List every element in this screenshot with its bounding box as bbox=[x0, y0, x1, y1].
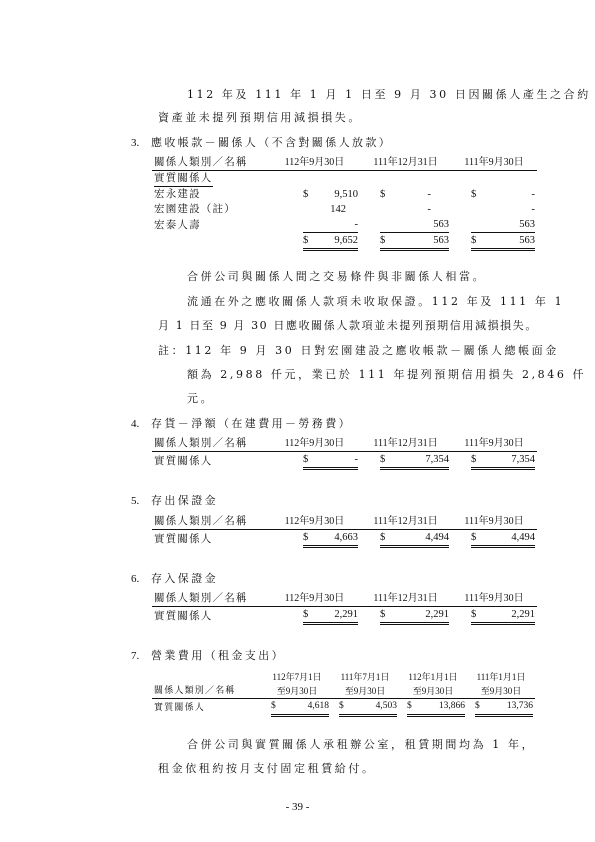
total-amount: 563 bbox=[433, 235, 449, 246]
amount: 142 bbox=[330, 204, 346, 215]
table-row: 實質關係人 $ 4,663 $ 4,494 $ 4,494 bbox=[152, 530, 537, 549]
column-header: 111年9月30日 bbox=[451, 155, 537, 171]
section-title: 存出保證金 bbox=[151, 494, 218, 507]
column-header: 112年9月30日 bbox=[269, 514, 360, 530]
amount: - bbox=[531, 204, 535, 215]
section-number: 3. bbox=[131, 137, 140, 149]
note-paragraph-2a: 流通在外之應收關係人款項未收取保證。112 年及 111 年 1 bbox=[187, 295, 565, 308]
intro-line-2: 資產並未提列預期信用減損損失。 bbox=[158, 111, 362, 124]
amount: 7,354 bbox=[425, 454, 449, 465]
amount: - bbox=[531, 189, 535, 200]
row-label: 實質關係人 bbox=[154, 609, 213, 622]
column-header: 至9月30日 bbox=[399, 685, 467, 699]
table-row: 實質關係人 $ 2,291 $ 2,291 $ 2,291 bbox=[152, 607, 537, 626]
column-header: 111年9月30日 bbox=[451, 436, 537, 452]
column-header: 112年9月30日 bbox=[269, 591, 360, 607]
currency-symbol: $ bbox=[380, 189, 386, 200]
amount: - bbox=[354, 219, 358, 230]
amount: 13,866 bbox=[438, 701, 465, 711]
amount: 7,354 bbox=[511, 454, 535, 465]
section-title: 營業費用（租金支出） bbox=[151, 649, 285, 662]
table-row: 實質關係人 $ 4,618 $ 4,503 $ 13,866 $ 13,736 bbox=[152, 699, 535, 718]
footnote-line-3: 元。 bbox=[187, 392, 215, 405]
section-3-heading bbox=[131, 134, 392, 150]
currency-symbol: $ bbox=[380, 235, 386, 246]
table-row bbox=[152, 187, 537, 202]
page-number: - 39 - bbox=[285, 801, 310, 813]
column-header: 111年12月31日 bbox=[360, 514, 451, 530]
section-title: 存貨－淨額（在建費用－勞務費） bbox=[151, 417, 352, 430]
column-header: 111年12月31日 bbox=[360, 436, 451, 452]
row-label: 宏園建設（註） bbox=[154, 203, 236, 215]
section-4-heading: 4. 存貨－淨額（在建費用－勞務費） bbox=[131, 417, 352, 430]
rent-expense-table bbox=[152, 670, 535, 717]
footnote-line-1: 註：112 年 9 月 30 日對宏園建設之應收帳款－關係人總帳面金 bbox=[158, 344, 559, 357]
column-header: 112年9月30日 bbox=[269, 155, 360, 171]
amount: 4,618 bbox=[307, 701, 329, 711]
column-header: 111年12月31日 bbox=[360, 591, 451, 607]
amount: 4,494 bbox=[425, 532, 449, 543]
amount: 13,736 bbox=[506, 701, 533, 711]
section-6-heading: 6. 存入保證金 bbox=[131, 572, 218, 585]
column-header: 至9月30日 bbox=[263, 685, 331, 699]
closing-line-1: 合併公司與實質關係人承租辦公室，租賃期間均為 1 年， bbox=[187, 738, 536, 751]
amount: 4,663 bbox=[334, 532, 358, 543]
column-header: 111年9月30日 bbox=[451, 591, 537, 607]
column-header: 111年1月1日 bbox=[476, 672, 526, 682]
amount: 2,291 bbox=[511, 609, 535, 620]
row-label: 宏泰人壽 bbox=[154, 218, 201, 231]
currency-symbol: $ bbox=[303, 235, 309, 246]
header-label: 關係人類別／名稱 bbox=[152, 591, 269, 607]
row-label: 實質關係人 bbox=[154, 702, 206, 713]
column-header: 111年7月1日 bbox=[340, 672, 390, 682]
deposits-out-table bbox=[152, 514, 537, 548]
column-header: 111年9月30日 bbox=[451, 514, 537, 530]
column-header: 112年7月1日 bbox=[272, 672, 322, 682]
amount: 4,503 bbox=[375, 701, 397, 711]
amount: 9,510 bbox=[334, 189, 358, 200]
intro-line-1: 112 年及 111 年 1 月 1 日至 9 月 30 日因關係人產生之合約 bbox=[187, 88, 591, 101]
column-header: 111年12月31日 bbox=[360, 155, 451, 171]
amount: 2,291 bbox=[425, 609, 449, 620]
table-row bbox=[152, 202, 537, 217]
amount: - bbox=[354, 454, 358, 465]
table-row: 實質關係人 $ - $ 7,354 $ 7,354 bbox=[152, 452, 537, 471]
currency-symbol: $ bbox=[471, 189, 477, 200]
column-header: 至9月30日 bbox=[467, 685, 535, 699]
header-label: 關係人類別／名稱 bbox=[152, 155, 269, 171]
receivables-table bbox=[152, 155, 537, 251]
column-header: 112年1月1日 bbox=[408, 672, 458, 682]
column-header: 至9月30日 bbox=[331, 685, 399, 699]
group-label: 實質關係人 bbox=[152, 171, 269, 188]
amount: 563 bbox=[433, 219, 449, 230]
note-paragraph-2b: 月 1 日至 9 月 30 日應收關係人款項並未提列預期信用減損損失。 bbox=[158, 319, 538, 332]
closing-line-2: 租金依租約按月支付固定租賃給付。 bbox=[158, 762, 376, 775]
currency-symbol: $ bbox=[471, 235, 477, 246]
deposits-in-table bbox=[152, 591, 537, 625]
footnote-line-2: 額為 2,988 仟元，業已於 111 年提列預期信用損失 2,846 仟 bbox=[187, 368, 587, 381]
section-7-heading: 7. 營業費用（租金支出） bbox=[131, 649, 285, 662]
amount: 2,291 bbox=[334, 609, 358, 620]
row-label: 實質關係人 bbox=[154, 454, 213, 467]
table-row bbox=[152, 217, 537, 233]
column-header: 112年9月30日 bbox=[269, 436, 360, 452]
header-label: 關係人類別／名稱 bbox=[152, 436, 269, 452]
header-label: 關係人類別／名稱 bbox=[152, 685, 263, 699]
amount: - bbox=[427, 204, 431, 215]
note-paragraph-1: 合併公司與關係人間之交易條件與非關係人相當。 bbox=[187, 270, 487, 283]
section-title: 存入保證金 bbox=[151, 572, 218, 585]
currency-symbol: $ bbox=[303, 189, 309, 200]
section-title: 應收帳款－關係人（不含對關係人放款） bbox=[151, 136, 393, 149]
total-amount: 563 bbox=[519, 235, 535, 246]
amount: - bbox=[427, 189, 431, 200]
total-row bbox=[152, 233, 537, 251]
amount: 563 bbox=[519, 219, 535, 230]
row-label: 實質關係人 bbox=[154, 532, 213, 545]
amount: 4,494 bbox=[511, 532, 535, 543]
row-label: 宏永建設 bbox=[154, 188, 201, 200]
inventory-table bbox=[152, 436, 537, 470]
total-amount: 9,652 bbox=[334, 235, 358, 246]
section-5-heading: 5. 存出保證金 bbox=[131, 494, 218, 507]
header-label: 關係人類別／名稱 bbox=[152, 514, 269, 530]
